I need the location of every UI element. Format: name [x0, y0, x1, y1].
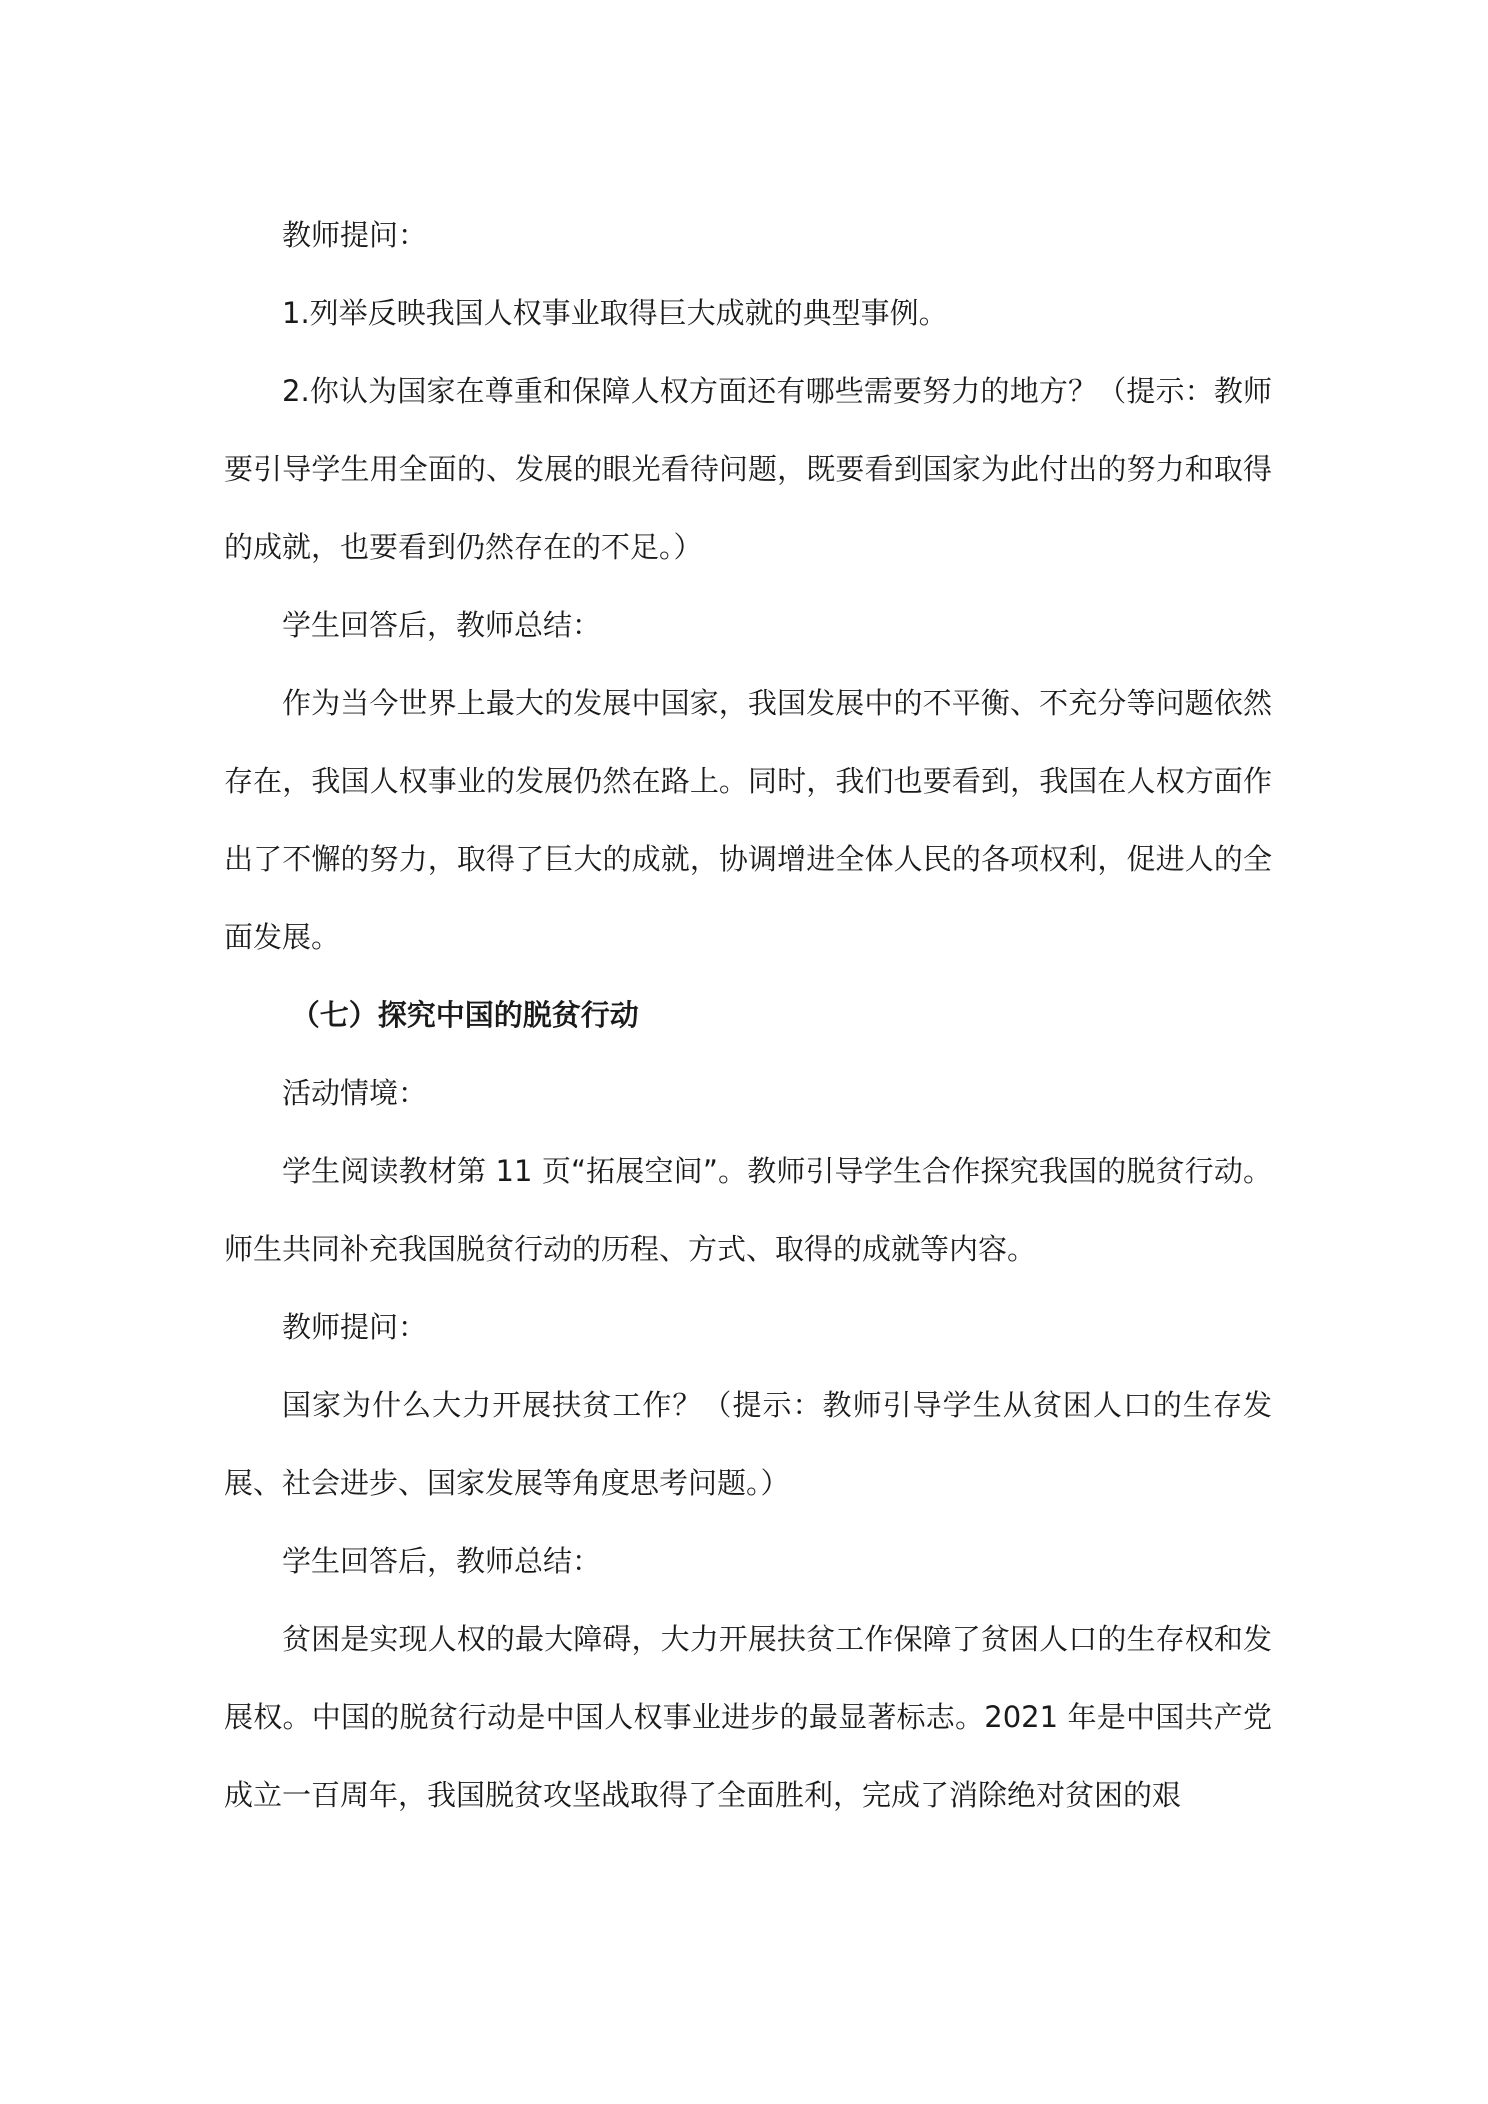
paragraph-activity-context: 活动情境：: [282, 1076, 428, 1110]
paragraph-question-poverty: 国家为什么大力开展扶贫工作？（提示：教师引导学生从贫困人口的生存发展、社会进步、国家发展等角度思考问题。）: [224, 1388, 1272, 1500]
paragraph-activity-description: 学生阅读教材第 11 页“拓展空间”。教师引导学生合作探究我国的脱贫行动。师生共同补充我国脱贫行动的历程、方式、取得的成就等内容。: [224, 1154, 1272, 1266]
paragraph-teacher-question-2: 教师提问：: [282, 1310, 428, 1344]
paragraph-teacher-summary-2: 贫困是实现人权的最大障碍，大力开展扶贫工作保障了贫困人口的生存权和发展权。中国的脱贫行动是中国人权事业进步的最显著标志。2021 年是中国共产党成立一百周年，我国脱贫攻坚战取得了全面胜利，完成了消除绝对贫困的艰: [224, 1622, 1272, 1812]
section-heading-poverty-alleviation: （七）探究中国的脱贫行动: [290, 998, 639, 1032]
paragraph-question-list-2: 2.你认为国家在尊重和保障人权方面还有哪些需要努力的地方？（提示：教师要引导学生用全面的、发展的眼光看待问题，既要看到国家为此付出的努力和取得的成就，也要看到仍然存在的不足。）: [224, 374, 1272, 564]
paragraph-student-answer-2: 学生回答后，教师总结：: [282, 1544, 602, 1578]
paragraph-teacher-summary-1: 作为当今世界上最大的发展中国家，我国发展中的不平衡、不充分等问题依然存在，我国人权事业的发展仍然在路上。同时，我们也要看到，我国在人权方面作出了不懈的努力，取得了巨大的成就，协调增进全体人民的各项权利，促进人的全面发展。: [224, 686, 1272, 954]
paragraph-question-list-1: 1.列举反映我国人权事业取得巨大成就的典型事例。: [282, 296, 948, 330]
document-body: [224, 196, 1272, 1834]
paragraph-teacher-question-1: 教师提问：: [282, 218, 428, 252]
paragraph-student-answer-1: 学生回答后，教师总结：: [282, 608, 602, 642]
